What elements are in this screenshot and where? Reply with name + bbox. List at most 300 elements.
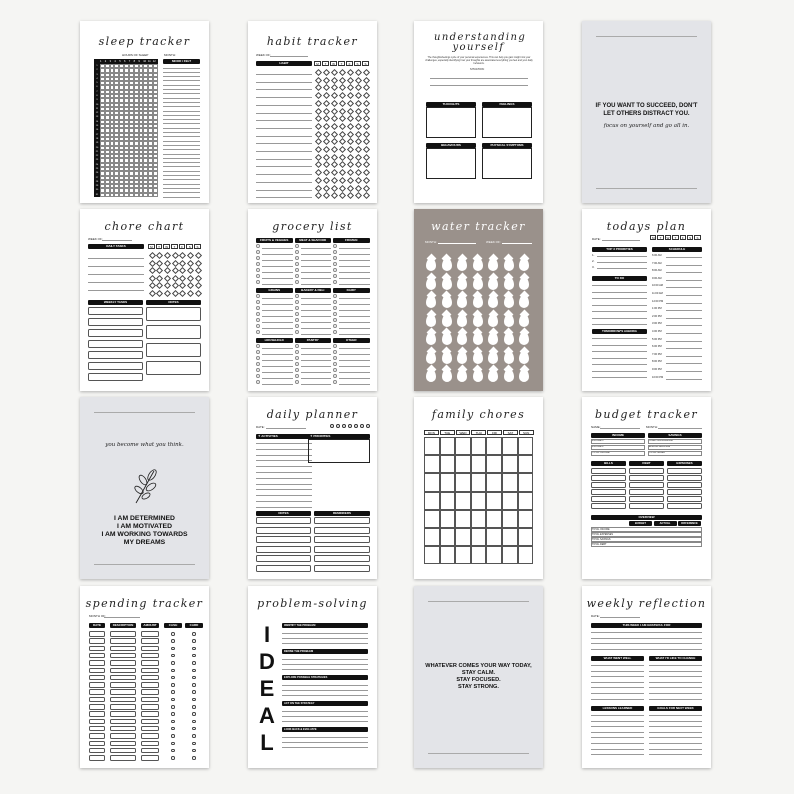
payment-checkbox[interactable] [171,698,175,702]
budget-entry-row[interactable] [591,482,626,488]
habit-line[interactable] [256,182,312,183]
schedule-times[interactable] [652,254,702,384]
water-drops-grid[interactable] [424,255,534,385]
chore-cell[interactable] [518,492,534,510]
grocery-checkbox[interactable] [333,380,337,384]
grocery-item-line[interactable] [339,260,370,261]
chore-cell[interactable] [486,437,502,455]
habit-check-diamond[interactable] [330,161,337,168]
reminder-row[interactable] [314,517,370,524]
water-drop[interactable] [504,258,514,271]
water-drop[interactable] [519,332,529,345]
grocery-item-line[interactable] [339,254,370,255]
habit-check-diamond[interactable] [362,138,369,145]
spending-month-line[interactable] [104,617,140,618]
chore-check-diamond[interactable] [164,282,171,289]
tomorrow-line[interactable] [592,358,647,359]
chore-cell[interactable] [502,546,518,564]
grocery-item-line[interactable] [262,316,293,317]
habit-check-diamond[interactable] [354,146,361,153]
payment-checkbox[interactable] [192,712,196,716]
grocery-item-line[interactable] [339,328,370,329]
grocery-checkbox[interactable] [295,256,299,260]
sleep-grid[interactable] [94,64,158,197]
daily-task-line[interactable] [88,282,144,283]
grateful-lines[interactable] [591,630,702,652]
activity-line[interactable] [256,478,312,479]
todo-line[interactable] [592,285,647,286]
payment-checkbox[interactable] [171,749,175,753]
mood-line[interactable] [163,76,200,77]
spending-entry-cell[interactable] [110,755,136,761]
grocery-item-line[interactable] [339,348,370,349]
grocery-checkbox[interactable] [333,312,337,316]
habit-check-diamond[interactable] [362,84,369,91]
time-line[interactable] [666,287,702,288]
change-lines[interactable] [649,663,702,703]
water-drop[interactable] [519,369,529,382]
grocery-checkbox[interactable] [333,374,337,378]
grocery-checkbox[interactable] [333,274,337,278]
planner-date-line[interactable] [266,428,306,429]
grocery-item-line[interactable] [301,348,332,349]
chore-check-diamond[interactable] [179,252,186,259]
physical-symptoms-box[interactable] [482,148,532,179]
habit-line[interactable] [256,89,312,90]
habit-check-diamond[interactable] [354,92,361,99]
habit-check-diamond[interactable] [354,84,361,91]
payment-checkbox[interactable] [171,647,175,651]
chore-check-diamond[interactable] [164,289,171,296]
reminder-row[interactable] [314,527,370,534]
chore-check-diamond[interactable] [179,259,186,266]
activity-line[interactable] [256,455,312,456]
went-well-line[interactable] [591,676,644,677]
payment-checkbox[interactable] [192,654,196,658]
chore-check-diamond[interactable] [148,252,155,259]
chore-cell[interactable] [486,455,502,473]
chore-check-diamond[interactable] [164,274,171,281]
mood-line[interactable] [163,98,200,99]
habit-line[interactable] [256,197,312,198]
grocery-item-line[interactable] [262,254,293,255]
change-line[interactable] [649,682,702,683]
chore-cell[interactable] [518,473,534,491]
grocery-item-line[interactable] [262,360,293,361]
payment-checkbox[interactable] [171,639,175,643]
habit-check-diamond[interactable] [354,123,361,130]
chore-check-diamond[interactable] [156,274,163,281]
grocery-checkbox[interactable] [333,300,337,304]
grocery-item-line[interactable] [301,354,332,355]
weekly-task-row[interactable] [88,307,143,315]
notes-box[interactable] [146,325,201,339]
day-circle[interactable] [360,424,364,428]
grocery-checkbox[interactable] [295,280,299,284]
goals-line[interactable] [649,737,702,738]
payment-checkbox[interactable] [192,661,196,665]
reminder-row[interactable] [314,565,370,572]
water-drop[interactable] [457,332,467,345]
water-drop[interactable] [488,277,498,290]
payment-checkbox[interactable] [171,683,175,687]
habit-check-diamond[interactable] [362,115,369,122]
grocery-item-line[interactable] [339,366,370,367]
habit-check-diamond[interactable] [330,92,337,99]
grocery-checkbox[interactable] [295,344,299,348]
spending-entry-cell[interactable] [110,682,136,688]
water-drop[interactable] [426,277,436,290]
water-drop[interactable] [488,369,498,382]
goals-line[interactable] [649,732,702,733]
chore-check-diamond[interactable] [156,289,163,296]
chore-cell[interactable] [486,528,502,546]
payment-checkbox[interactable] [192,690,196,694]
grocery-item-line[interactable] [301,310,332,311]
grocery-checkbox[interactable] [256,300,260,304]
habit-line[interactable] [256,159,312,160]
mood-line[interactable] [163,166,200,167]
time-line[interactable] [666,272,702,273]
went-well-line[interactable] [591,699,644,700]
grocery-sections[interactable] [256,238,369,386]
habit-line[interactable] [256,82,312,83]
mood-line[interactable] [163,179,200,180]
payment-checkbox[interactable] [192,749,196,753]
water-drop[interactable] [504,332,514,345]
note-row[interactable] [256,517,311,524]
reminders-rows[interactable] [314,517,370,573]
grocery-item-line[interactable] [262,372,293,373]
mood-line[interactable] [163,72,200,73]
spending-entry-cell[interactable] [110,741,136,747]
chore-cell[interactable] [471,528,487,546]
situation-line-2[interactable] [430,85,528,86]
payment-checkbox[interactable] [171,727,175,731]
habit-check-diamond[interactable] [354,161,361,168]
payment-checkbox[interactable] [192,720,196,724]
grocery-checkbox[interactable] [295,274,299,278]
note-row[interactable] [256,527,311,534]
payment-checkbox[interactable] [192,669,196,673]
habit-check-diamond[interactable] [346,100,353,107]
payment-checkbox[interactable] [171,654,175,658]
chore-check-diamond[interactable] [164,252,171,259]
chore-cell[interactable] [440,528,456,546]
grocery-checkbox[interactable] [295,312,299,316]
time-line[interactable] [666,371,702,372]
grocery-checkbox[interactable] [256,294,260,298]
grocery-checkbox[interactable] [333,330,337,334]
habit-check-diamond[interactable] [362,192,369,199]
tomorrow-line[interactable] [592,338,647,339]
budget-entry-row[interactable] [591,489,626,495]
grocery-item-line[interactable] [339,248,370,249]
tomorrow-line[interactable] [592,351,647,352]
habit-check-diamond[interactable] [338,84,345,91]
went-well-line[interactable] [591,682,644,683]
income-row[interactable] [591,445,645,450]
chore-cell[interactable] [440,473,456,491]
chore-check-diamond[interactable] [156,267,163,274]
step-line[interactable] [282,742,368,743]
goals-line[interactable] [649,743,702,744]
change-line[interactable] [649,687,702,688]
bills-debt-expenses[interactable] [591,461,702,509]
water-drop[interactable] [504,314,514,327]
step-line[interactable] [282,659,368,660]
notes-boxes[interactable] [146,307,201,385]
mood-line[interactable] [163,154,200,155]
spending-entry-cell[interactable] [141,668,159,674]
spending-entry-cell[interactable] [89,704,105,710]
habit-check-diamond[interactable] [354,100,361,107]
chore-cell[interactable] [471,492,487,510]
spending-entry-cell[interactable] [89,646,105,652]
habit-check-diamond[interactable] [330,115,337,122]
habit-check-diamond[interactable] [314,161,321,168]
grocery-item-line[interactable] [301,372,332,373]
change-line[interactable] [649,665,702,666]
payment-checkbox[interactable] [192,698,196,702]
water-drop[interactable] [442,351,452,364]
grocery-checkbox[interactable] [333,262,337,266]
grocery-checkbox[interactable] [333,362,337,366]
grocery-item-line[interactable] [301,366,332,367]
habit-line[interactable] [256,174,312,175]
grocery-checkbox[interactable] [333,294,337,298]
budget-entry-row[interactable] [591,503,626,509]
water-drop[interactable] [457,351,467,364]
goals-lines[interactable] [649,713,702,758]
budget-name-line[interactable] [600,428,640,429]
grocery-item-line[interactable] [262,272,293,273]
mood-line[interactable] [163,149,200,150]
habit-check-diamond[interactable] [314,169,321,176]
budget-entry-row[interactable] [667,468,702,474]
grocery-item-line[interactable] [301,260,332,261]
habit-check-diamond[interactable] [354,69,361,76]
grocery-checkbox[interactable] [256,356,260,360]
overview-row[interactable] [591,542,702,547]
goals-line[interactable] [649,715,702,716]
todo-line[interactable] [592,298,647,299]
change-line[interactable] [649,671,702,672]
chore-cell[interactable] [471,510,487,528]
note-row[interactable] [256,546,311,553]
habit-line[interactable] [256,166,312,167]
water-drop[interactable] [473,295,483,308]
grocery-item-line[interactable] [301,378,332,379]
habit-line[interactable] [256,128,312,129]
grocery-item-line[interactable] [301,272,332,273]
chore-check-diamond[interactable] [148,267,155,274]
grocery-checkbox[interactable] [295,356,299,360]
grocery-checkbox[interactable] [256,262,260,266]
notes-box[interactable] [146,307,201,321]
spending-entry-cell[interactable] [110,697,136,703]
water-drop[interactable] [426,332,436,345]
goals-line[interactable] [649,721,702,722]
grocery-checkbox[interactable] [295,368,299,372]
chore-cell[interactable] [440,510,456,528]
grocery-item-line[interactable] [301,322,332,323]
mood-line[interactable] [163,158,200,159]
spending-entry-cell[interactable] [89,638,105,644]
grocery-item-line[interactable] [301,360,332,361]
daily-task-line[interactable] [88,258,144,259]
step-line[interactable] [282,721,368,722]
chore-cell[interactable] [518,546,534,564]
grocery-checkbox[interactable] [256,318,260,322]
grateful-line[interactable] [591,649,702,650]
payment-checkbox[interactable] [171,661,175,665]
chore-cell[interactable] [502,510,518,528]
chore-check-diamond[interactable] [179,282,186,289]
habit-check-diamond[interactable] [338,123,345,130]
habit-check-diamond[interactable] [346,169,353,176]
mood-line[interactable] [163,141,200,142]
day-circle[interactable] [342,424,346,428]
grocery-item-line[interactable] [301,254,332,255]
mood-line[interactable] [163,115,200,116]
habit-check-diamond[interactable] [330,146,337,153]
grocery-checkbox[interactable] [333,244,337,248]
daily-task-line[interactable] [88,266,144,267]
chore-cell[interactable] [424,492,440,510]
grocery-checkbox[interactable] [295,244,299,248]
todo-line[interactable] [592,311,647,312]
habit-check-diamond[interactable] [338,115,345,122]
water-drop[interactable] [473,277,483,290]
priority-line[interactable] [597,262,647,263]
habit-check-diamond[interactable] [322,192,329,199]
habit-check-diamond[interactable] [322,84,329,91]
lessons-line[interactable] [591,715,644,716]
mood-line[interactable] [163,184,200,185]
spending-entry-cell[interactable] [141,755,159,761]
income-rows[interactable] [591,439,645,457]
lessons-line[interactable] [591,726,644,727]
grocery-checkbox[interactable] [295,380,299,384]
note-row[interactable] [256,555,311,562]
chore-check-diamond[interactable] [187,282,194,289]
activity-line[interactable] [256,443,312,444]
chore-check-diamond[interactable] [164,267,171,274]
grocery-item-line[interactable] [339,272,370,273]
overview-table[interactable] [591,521,702,547]
budget-entry-row[interactable] [667,475,702,481]
time-line[interactable] [666,318,702,319]
grocery-checkbox[interactable] [333,306,337,310]
spending-entry-cell[interactable] [89,726,105,732]
water-drop[interactable] [442,277,452,290]
habit-check-diamond[interactable] [362,177,369,184]
reminder-row[interactable] [314,536,370,543]
chore-cell[interactable] [455,455,471,473]
daily-task-lines[interactable] [88,252,144,297]
chore-diamonds[interactable] [148,252,202,297]
grocery-checkbox[interactable] [256,324,260,328]
tomorrow-line[interactable] [592,371,647,372]
habit-check-diamond[interactable] [338,161,345,168]
water-drop[interactable] [442,295,452,308]
grocery-checkbox[interactable] [295,262,299,266]
habit-check-diamond[interactable] [346,69,353,76]
planner-day-circles[interactable] [328,424,370,430]
habit-check-diamond[interactable] [322,100,329,107]
spending-entry-cell[interactable] [89,675,105,681]
habit-check-diamond[interactable] [314,69,321,76]
time-line[interactable] [666,325,702,326]
time-line[interactable] [666,303,702,304]
chore-check-diamond[interactable] [187,267,194,274]
grocery-checkbox[interactable] [295,300,299,304]
mood-line[interactable] [163,175,200,176]
habit-check-diamond[interactable] [338,169,345,176]
payment-checkbox[interactable] [192,683,196,687]
spending-entry-cell[interactable] [110,631,136,637]
day-circle[interactable] [366,424,370,428]
savings-row[interactable] [648,451,702,456]
water-drop[interactable] [473,258,483,271]
water-drop[interactable] [442,369,452,382]
chore-cell[interactable] [424,473,440,491]
grateful-line[interactable] [591,643,702,644]
grocery-checkbox[interactable] [333,344,337,348]
step-line[interactable] [282,633,368,634]
grocery-item-line[interactable] [339,354,370,355]
sleep-cell[interactable] [153,193,158,197]
habit-check-diamond[interactable] [330,169,337,176]
chore-check-diamond[interactable] [156,282,163,289]
chore-cell[interactable] [502,528,518,546]
situation-line-1[interactable] [430,78,528,79]
payment-checkbox[interactable] [192,676,196,680]
habit-check-diamond[interactable] [330,84,337,91]
day-circle[interactable] [348,424,352,428]
goals-line[interactable] [649,726,702,727]
priorities-box[interactable] [308,439,370,463]
mood-line[interactable] [163,119,200,120]
water-drop[interactable] [473,369,483,382]
water-drop[interactable] [504,277,514,290]
went-well-lines[interactable] [591,663,644,703]
grocery-checkbox[interactable] [256,244,260,248]
grocery-checkbox[interactable] [295,318,299,322]
habit-check-diamond[interactable] [346,146,353,153]
grocery-checkbox[interactable] [256,250,260,254]
lessons-line[interactable] [591,743,644,744]
water-drop[interactable] [504,295,514,308]
chore-check-diamond[interactable] [195,259,202,266]
lessons-line[interactable] [591,721,644,722]
habit-line[interactable] [256,113,312,114]
water-drop[interactable] [473,314,483,327]
payment-checkbox[interactable] [192,727,196,731]
mood-line[interactable] [163,162,200,163]
water-drop[interactable] [426,258,436,271]
water-drop[interactable] [519,258,529,271]
grocery-item-line[interactable] [301,328,332,329]
payment-checkbox[interactable] [192,742,196,746]
chore-cell[interactable] [518,437,534,455]
habit-check-diamond[interactable] [314,146,321,153]
reminder-row[interactable] [314,546,370,553]
habit-lines[interactable] [256,69,312,199]
grocery-item-line[interactable] [339,284,370,285]
grocery-item-line[interactable] [339,316,370,317]
